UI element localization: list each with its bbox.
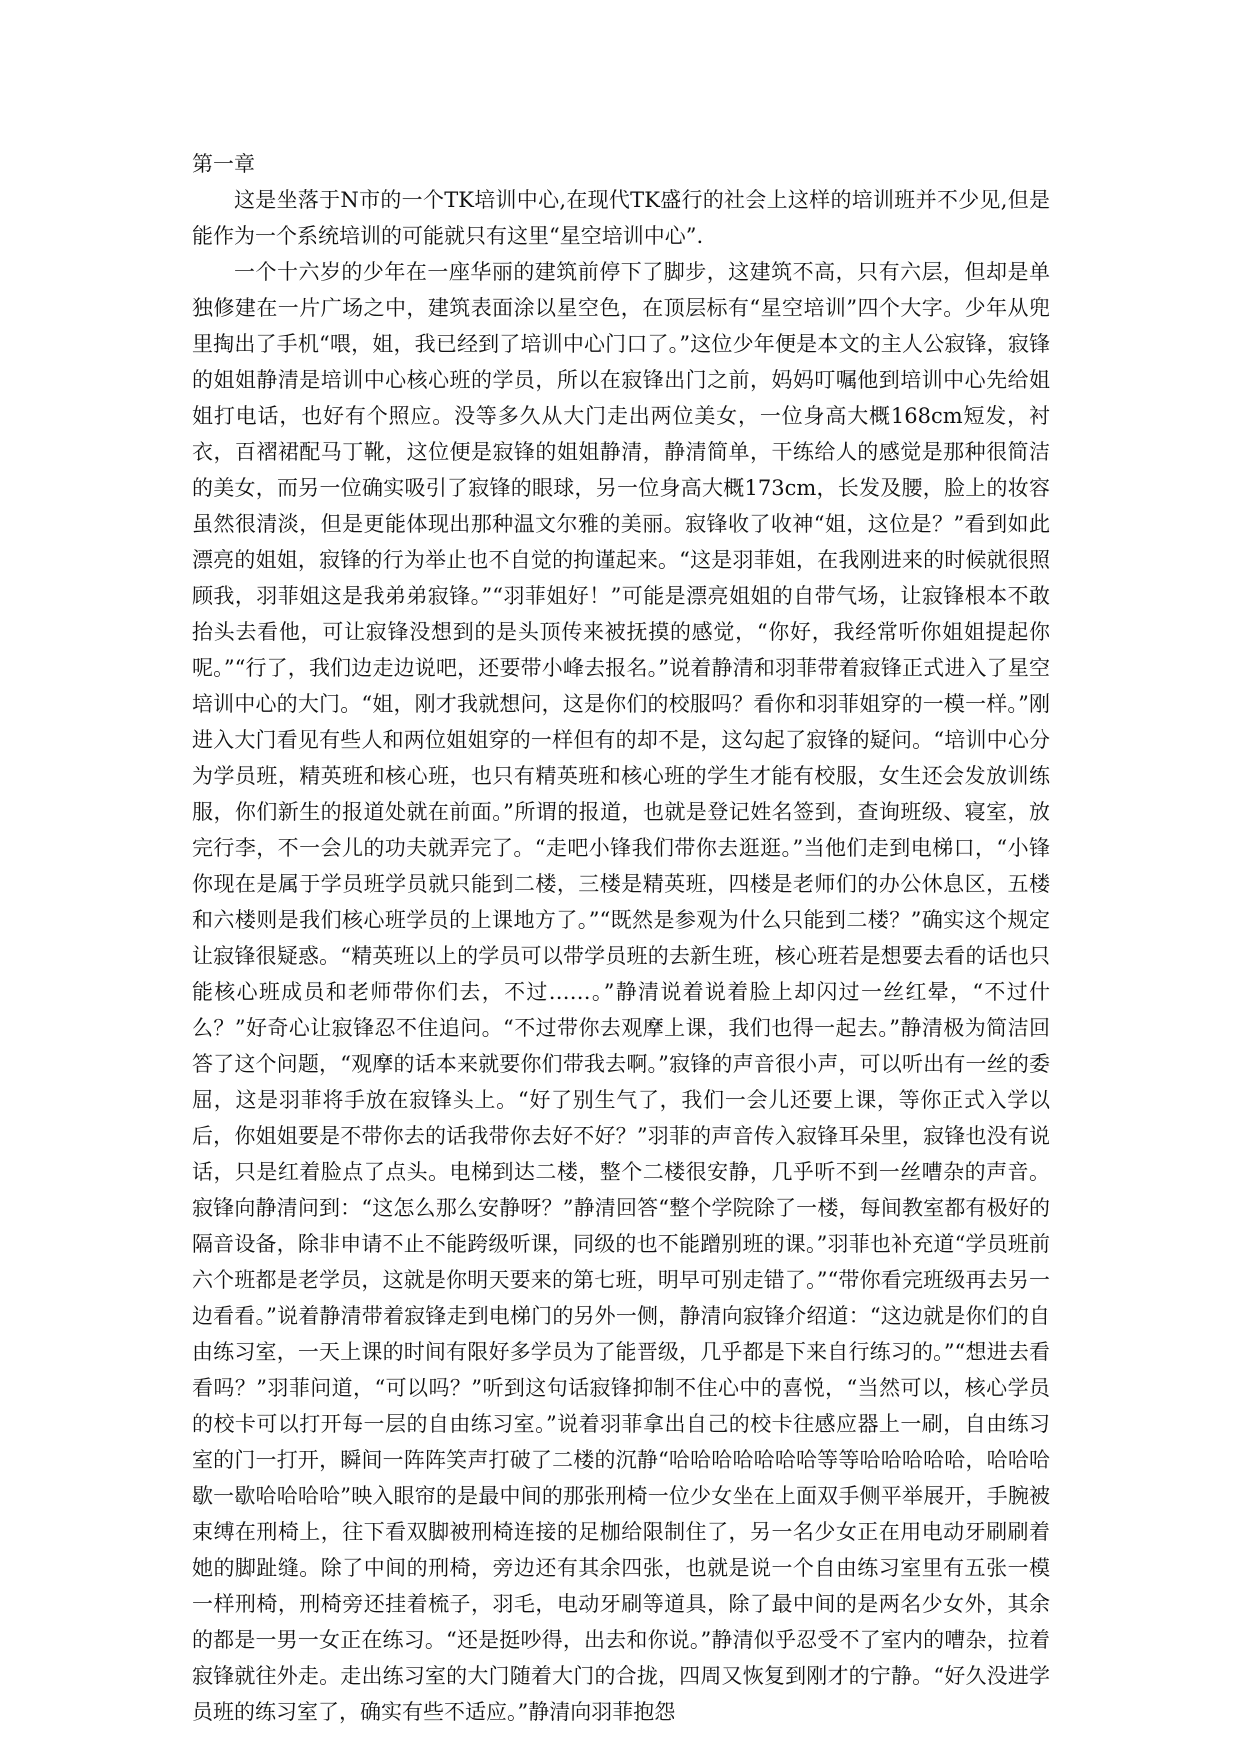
paragraph-1: 这是坐落于N市的一个TK培训中心,在现代TK盛行的社会上这样的培训班并不少见,但是能作为一个系统培训的可能就只有这里“星空培训中心”.	[192, 188, 1050, 248]
document-page	[192, 146, 1050, 1730]
chapter-title: 第一章	[192, 152, 255, 176]
paragraph-2: 一个十六岁的少年在一座华丽的建筑前停下了脚步，这建筑不高，只有六层，但却是单独修建在一片广场之中，建筑表面涂以星空色，在顶层标有“星空培训”四个大字。少年从兜里掏出了手机“喂，姐，我已经到了培训中心门口了。”这位少年便是本文的主人公寂锋，寂锋的姐姐静清是培训中心核心班的学员，所以在寂锋出门之前，妈妈叮嘱他到培训中心先给姐姐打电话，也好有个照应。没等多久从大门走出两位美女，一位身高大概168cm短发，衬衣，百褶裙配马丁靴，这位便是寂锋的姐姐静清，静清简单，干练给人的感觉是那种很简洁的美女，而另一位确实吸引了寂锋的眼球，另一位身高大概173cm，长发及腰，脸上的妆容虽然很清淡，但是更能体现出那种温文尔雅的美丽。寂锋收了收神“姐，这位是？”看到如此漂亮的姐姐，寂锋的行为举止也不自觉的拘谨起来。“这是羽菲姐，在我刚进来的时候就很照顾我，羽菲姐这是我弟弟寂锋。”“羽菲姐好！”可能是漂亮姐姐的自带气场，让寂锋根本不敢抬头去看他，可让寂锋没想到的是头顶传来被抚摸的感觉，“你好，我经常听你姐姐提起你呢。”“行了，我们边走边说吧，还要带小峰去报名。”说着静清和羽菲带着寂锋正式进入了星空培训中心的大门。“姐，刚才我就想问，这是你们的校服吗？看你和羽菲姐穿的一模一样。”刚进入大门看见有些人和两位姐姐穿的一样但有的却不是，这勾起了寂锋的疑问。“培训中心分为学员班，精英班和核心班，也只有精英班和核心班的学生才能有校服，女生还会发放训练服，你们新生的报道处就在前面。”所谓的报道，也就是登记姓名签到，查询班级、寝室，放完行李，不一会儿的功夫就弄完了。“走吧小锋我们带你去逛逛。”当他们走到电梯口，“小锋你现在是属于学员班学员就只能到二楼，三楼是精英班，四楼是老师们的办公休息区，五楼和六楼则是我们核心班学员的上课地方了。”“既然是参观为什么只能到二楼？”确实这个规定让寂锋很疑惑。“精英班以上的学员可以带学员班的去新生班，核心班若是想要去看的话也只能核心班成员和老师带你们去，不过……。”静清说着说着脸上却闪过一丝红晕，“不过什么？”好奇心让寂锋忍不住追问。“不过带你去观摩上课，我们也得一起去。”静清极为简洁回答了这个问题，“观摩的话本来就要你们带我去啊。”寂锋的声音很小声，可以听出有一丝的委屈，这是羽菲将手放在寂锋头上。“好了别生气了，我们一会儿还要上课，等你正式入学以后，你姐姐要是不带你去的话我带你去好不好？”羽菲的声音传入寂锋耳朵里，寂锋也没有说话，只是红着脸点了点头。电梯到达二楼，整个二楼很安静，几乎听不到一丝嘈杂的声音。寂锋向静清问到：“这怎么那么安静呀？”静清回答“整个学院除了一楼，每间教室都有极好的隔音设备，除非申请不止不能跨级听课，同级的也不能蹭别班的课。”羽菲也补充道“学员班前六个班都是老学员，这就是你明天要来的第七班，明早可别走错了。”“带你看完班级再去另一边看看。”说着静清带着寂锋走到电梯门的另外一侧，静清向寂锋介绍道：“这边就是你们的自由练习室，一天上课的时间有限好多学员为了能晋级，几乎都是下来自行练习的。”“想进去看看吗？”羽菲问道，“可以吗？”听到这句话寂锋抑制不住心中的喜悦，“当然可以，核心学员的校卡可以打开每一层的自由练习室。”说着羽菲拿出自己的校卡往感应器上一刷，自由练习室的门一打开，瞬间一阵阵笑声打破了二楼的沉静“哈哈哈哈哈哈哈等等哈哈哈哈哈，哈哈哈歇一歇哈哈哈哈”映入眼帘的是最中间的那张刑椅一位少女坐在上面双手侧平举展开，手腕被束缚在刑椅上，往下看双脚被刑椅连接的足枷给限制住了，另一名少女正在用电动牙刷刷着她的脚趾缝。除了中间的刑椅，旁边还有其余四张，也就是说一个自由练习室里有五张一模一样刑椅，刑椅旁还挂着梳子，羽毛，电动牙刷等道具，除了最中间的是两名少女外，其余的都是一男一女正在练习。“还是挺吵得，出去和你说。”静清似乎忍受不了室内的嘈杂，拉着寂锋就往外走。走出练习室的大门随着大门的合拢，四周又恢复到刚才的宁静。“好久没进学员班的练习室了，确实有些不适应。”静清向羽菲抱怨	[192, 260, 1050, 1724]
